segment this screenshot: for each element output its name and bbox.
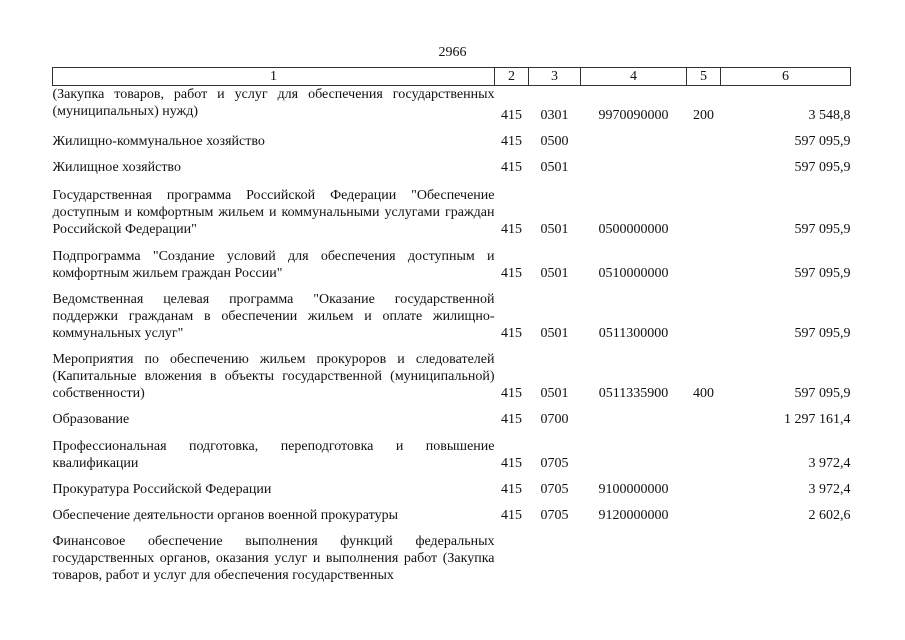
row-col-5 (687, 472, 721, 498)
row-name: Мероприятия по обеспечению жильем прокуроров и следователей (Капитальные вложения в объекты государственной (муниципальной) собственности) (52, 351, 495, 401)
row-col-3: 0700 (540, 411, 569, 427)
row-col-2: 415 (501, 411, 522, 427)
budget-table (52, 67, 851, 584)
row-col-4: 9120000000 (598, 507, 669, 523)
row-name: Финансовое обеспечение выполнения функций федеральных государственных органов, оказания услуг и выполнения работ (Закупка товаров, работ и услуг для обеспечения государственных (52, 533, 495, 583)
col-header-4: 4 (581, 68, 687, 86)
row-col-5 (687, 428, 721, 472)
row-name: Жилищное хозяйство (52, 159, 181, 175)
row-col-4 (581, 124, 687, 150)
row-col-4: 9100000000 (598, 481, 669, 497)
row-col-4 (581, 524, 687, 584)
row-col-4: 0510000000 (598, 265, 669, 281)
row-col-5: 400 (693, 385, 714, 401)
row-name: Ведомственная целевая программа "Оказание государственной поддержки гражданам в обеспечении жильем и оплате жилищно-коммунальных услуг" (52, 291, 495, 341)
col-header-2: 2 (495, 68, 529, 86)
col-header-3: 3 (529, 68, 581, 86)
row-col-4: 0500000000 (598, 221, 669, 237)
table-row (53, 176, 851, 238)
row-col-2: 415 (501, 159, 522, 175)
row-col-2 (495, 524, 529, 584)
row-col-4: 9970090000 (598, 107, 669, 123)
row-value: 597 095,9 (794, 385, 851, 401)
row-col-4 (581, 428, 687, 472)
table-row (53, 498, 851, 524)
row-col-2: 415 (501, 133, 522, 149)
row-name: Подпрограмма "Создание условий для обеспечения доступным и комфортным жильем граждан России" (52, 248, 495, 281)
table-row (53, 238, 851, 282)
row-name: Обеспечение деятельности органов военной прокуратуры (52, 507, 399, 523)
table-row (53, 150, 851, 176)
col-header-5: 5 (687, 68, 721, 86)
row-col-3: 0501 (540, 325, 569, 341)
row-name: Прокуратура Российской Федерации (52, 481, 272, 497)
row-value: 2 602,6 (808, 507, 851, 523)
row-col-5 (687, 150, 721, 176)
table-row (53, 124, 851, 150)
table-row (53, 282, 851, 342)
row-col-3: 0705 (540, 455, 569, 471)
row-col-2: 415 (501, 107, 522, 123)
row-value: 3 972,4 (808, 481, 851, 497)
row-col-2: 415 (501, 455, 522, 471)
row-col-3: 0500 (540, 133, 569, 149)
row-col-3: 0705 (540, 481, 569, 497)
row-col-5 (687, 176, 721, 238)
col-header-1: 1 (53, 68, 495, 86)
row-col-5 (687, 238, 721, 282)
table-row (53, 428, 851, 472)
row-value: 3 548,8 (808, 107, 851, 123)
row-col-3: 0501 (540, 221, 569, 237)
row-col-4: 0511335900 (598, 385, 669, 401)
row-name: Жилищно-коммунальное хозяйство (52, 133, 265, 149)
row-col-3: 0705 (540, 507, 569, 523)
row-col-2: 415 (501, 265, 522, 281)
row-value: 597 095,9 (794, 221, 851, 237)
row-col-5 (687, 498, 721, 524)
row-col-2: 415 (501, 507, 522, 523)
table-row (53, 472, 851, 498)
row-col-2: 415 (501, 385, 522, 401)
row-col-2: 415 (501, 325, 522, 341)
table-header-row (53, 68, 851, 86)
row-name: Профессиональная подготовка, переподготовка и повышение квалификации (52, 438, 495, 471)
row-col-3: 0301 (540, 107, 569, 123)
col-header-6: 6 (721, 68, 851, 86)
row-value: 1 297 161,4 (784, 411, 851, 427)
row-col-5 (687, 124, 721, 150)
row-col-2: 415 (501, 221, 522, 237)
row-col-3: 0501 (540, 265, 569, 281)
row-value: 597 095,9 (794, 159, 851, 175)
row-col-3: 0501 (540, 385, 569, 401)
table-row (53, 86, 851, 124)
table-row (53, 342, 851, 402)
row-col-5 (687, 402, 721, 428)
row-value: 597 095,9 (794, 133, 851, 149)
row-value (721, 524, 851, 584)
table-row (53, 524, 851, 584)
row-col-3: 0501 (540, 159, 569, 175)
row-col-4: 0511300000 (598, 325, 669, 341)
row-col-5 (687, 282, 721, 342)
page-number: 2966 (438, 45, 467, 60)
row-value: 597 095,9 (794, 325, 851, 341)
table-row (53, 402, 851, 428)
row-col-5 (687, 524, 721, 584)
row-col-3 (529, 524, 581, 584)
row-name: Образование (52, 411, 130, 427)
row-name: (Закупка товаров, работ и услуг для обеспечения государственных (муниципальных) нужд) (52, 87, 495, 119)
row-col-4 (581, 402, 687, 428)
row-value: 3 972,4 (808, 455, 851, 471)
row-col-2: 415 (501, 481, 522, 497)
row-col-5: 200 (693, 107, 714, 123)
row-col-4 (581, 150, 687, 176)
row-value: 597 095,9 (794, 265, 851, 281)
row-name: Государственная программа Российской Федерации "Обеспечение доступным и комфортным жильем и коммунальными услугами граждан Российской Федерации" (52, 187, 495, 237)
